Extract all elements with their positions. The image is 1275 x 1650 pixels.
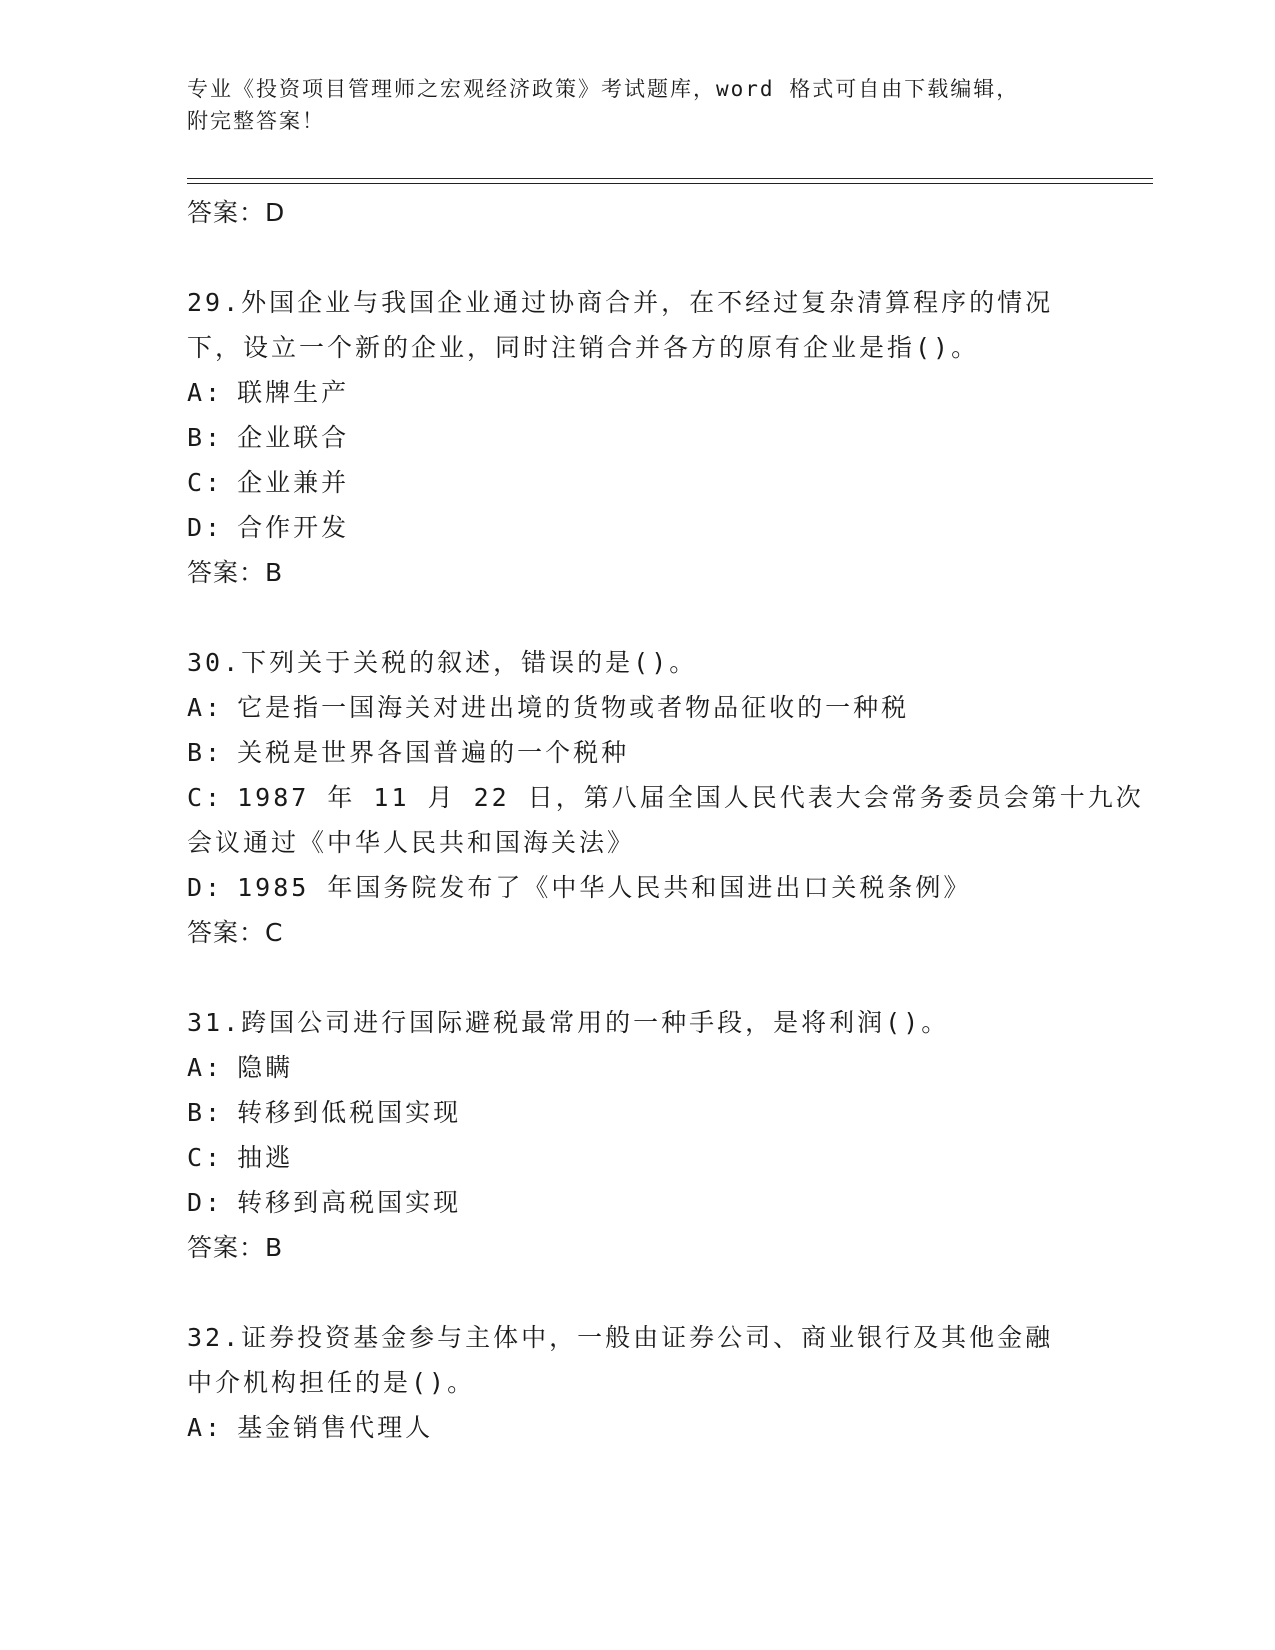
option-text: 它是指一国海关对进出境的货物或者物品征收的一种税 (237, 693, 910, 722)
answer-line: 答案：D (187, 198, 286, 227)
option-line (187, 865, 1087, 910)
question-list (187, 190, 1144, 1450)
header-line-2: 附完整答案！ (187, 109, 325, 133)
header-divider-top (187, 178, 1153, 179)
option-key: C: (187, 468, 224, 497)
header-divider-bottom (187, 183, 1153, 184)
option-text: 合作开发 (237, 513, 350, 542)
option-text: 1987 年 11 月 22 日，第八届全国人民代表大会常务委员会第十九次 (237, 783, 1144, 812)
option-text: 联牌生产 (237, 378, 350, 407)
option-line (187, 460, 1087, 505)
option-key: C: (187, 783, 224, 812)
option-text: 基金销售代理人 (237, 1413, 434, 1442)
option-text: 转移到低税国实现 (237, 1098, 462, 1127)
option-text: 1985 年国务院发布了《中华人民共和国进出口关税条例》 (237, 873, 972, 902)
option-line (187, 730, 1087, 775)
question-stem: 30.下列关于关税的叙述，错误的是()。 (187, 648, 698, 677)
option-key: A: (187, 378, 224, 407)
question-stem: 下，设立一个新的企业，同时注销合并各方的原有企业是指()。 (187, 333, 980, 362)
option-key: D: (187, 873, 224, 902)
option-key: D: (187, 513, 224, 542)
option-line-continuation (187, 820, 1087, 865)
option-text: 隐瞒 (237, 1053, 294, 1082)
question-block (187, 1315, 1087, 1450)
option-text: 抽逃 (237, 1143, 294, 1172)
option-line (187, 505, 1087, 550)
option-line (187, 1090, 1087, 1135)
option-key: D: (187, 1188, 224, 1217)
answer-line: 答案：B (187, 1233, 284, 1262)
answer-line: 答案：B (187, 558, 284, 587)
option-line (187, 685, 1087, 730)
question-block (187, 1000, 1087, 1270)
option-key: C: (187, 1143, 224, 1172)
option-key: A: (187, 1053, 224, 1082)
option-line (187, 370, 1087, 415)
option-text: 企业兼并 (237, 468, 350, 497)
question-stem: 29.外国企业与我国企业通过协商合并，在不经过复杂清算程序的情况 (187, 288, 1054, 317)
answer-line: 答案：C (187, 918, 284, 947)
question-stem: 32.证券投资基金参与主体中，一般由证券公司、商业银行及其他金融 (187, 1323, 1054, 1352)
question-stem: 中介机构担任的是()。 (187, 1368, 476, 1397)
option-key: B: (187, 1098, 224, 1127)
option-key: A: (187, 1413, 224, 1442)
option-line (187, 1135, 1087, 1180)
option-key: B: (187, 423, 224, 452)
question-stem: 31.跨国公司进行国际避税最常用的一种手段，是将利润()。 (187, 1008, 950, 1037)
option-text: 关税是世界各国普遍的一个税种 (237, 738, 630, 767)
option-line (187, 1180, 1087, 1225)
option-text: 转移到高税国实现 (237, 1188, 462, 1217)
option-line (187, 415, 1087, 460)
option-key: B: (187, 738, 224, 767)
option-text: 会议通过《中华人民共和国海关法》 (187, 828, 636, 857)
question-block (187, 280, 1087, 595)
question-block (187, 640, 1144, 955)
option-line (187, 1045, 1087, 1090)
option-line (187, 1405, 1087, 1450)
header-line-1: 专业《投资项目管理师之宏观经济政策》考试题库，word 格式可自由下载编辑， (187, 77, 1020, 101)
option-text: 企业联合 (237, 423, 350, 452)
option-key: A: (187, 693, 224, 722)
page-header (187, 73, 1067, 137)
option-line (187, 775, 1144, 820)
